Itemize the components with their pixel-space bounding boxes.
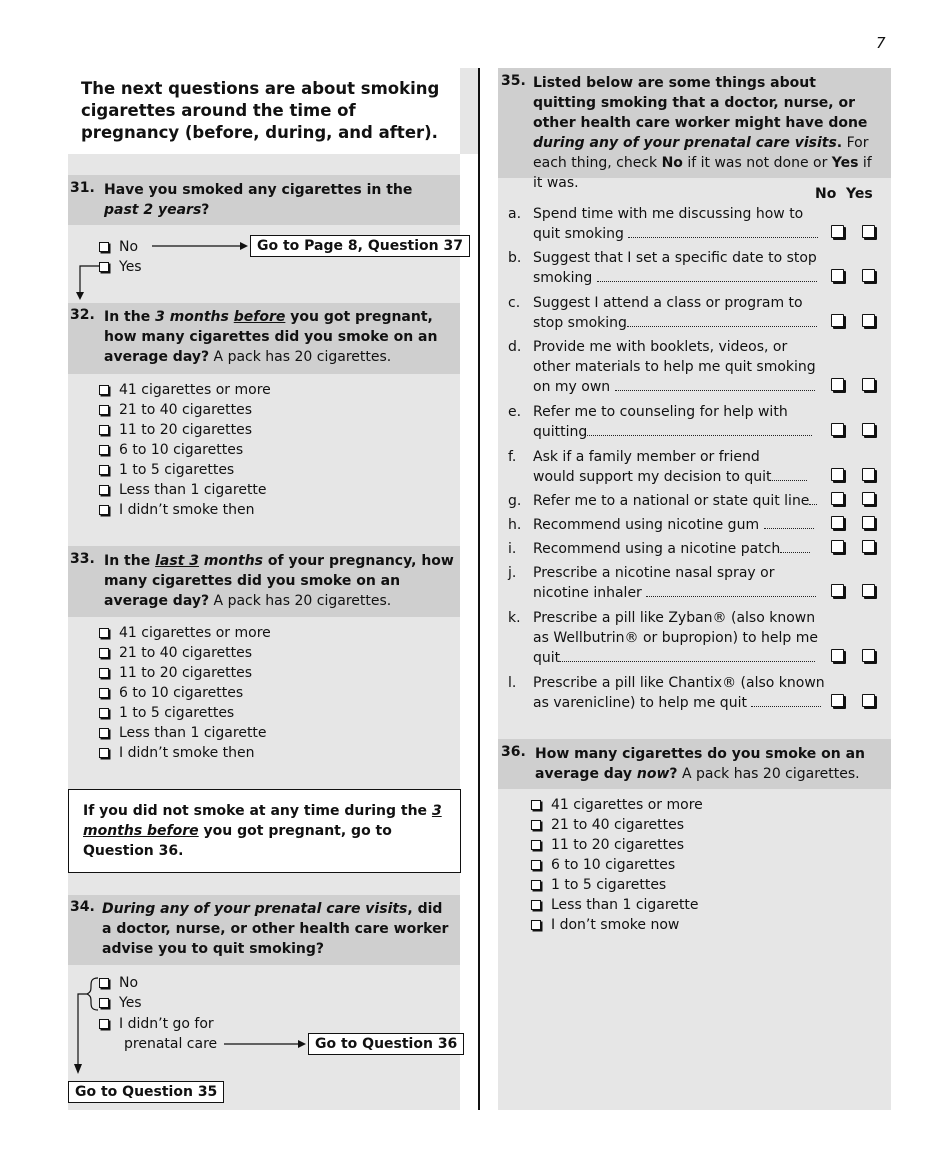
q35-item-d: d. Provide me with booklets, videos, or other materials to help me quit smoking on my own — [508, 337, 873, 397]
yes-checkbox-icon[interactable] — [862, 468, 875, 481]
no-checkbox-icon[interactable] — [831, 423, 844, 436]
q35-item-g: g. Refer me to a national or state quit line — [508, 491, 873, 511]
checkbox-icon[interactable] — [531, 820, 541, 830]
yes-checkbox-icon[interactable] — [862, 516, 875, 529]
q31-option-yes[interactable]: Yes — [99, 257, 142, 277]
checkbox-icon[interactable] — [99, 405, 109, 415]
q35-number: 35. — [501, 73, 526, 89]
q34-option-no-prenatal[interactable]: I didn’t go for — [99, 1014, 214, 1034]
q34-number: 34. — [70, 899, 95, 915]
q36-option[interactable]: 11 to 20 cigarettes — [531, 835, 703, 855]
no-checkbox-icon[interactable] — [831, 649, 844, 662]
no-checkbox-icon[interactable] — [831, 492, 844, 505]
q36-option[interactable]: Less than 1 cigarette — [531, 895, 703, 915]
q35-item-b: b. Suggest that I set a specific date to stop smoking — [508, 248, 873, 288]
q33-option[interactable]: Less than 1 cigarette — [99, 723, 271, 743]
no-checkbox-icon[interactable] — [831, 540, 844, 553]
q36-option[interactable]: 21 to 40 cigarettes — [531, 815, 703, 835]
checkbox-icon[interactable] — [99, 628, 109, 638]
page-number: 7 — [876, 34, 886, 52]
q36-options — [531, 795, 703, 935]
yes-checkbox-icon[interactable] — [862, 423, 875, 436]
yes-checkbox-icon[interactable] — [862, 540, 875, 553]
checkbox-icon[interactable] — [531, 860, 541, 870]
q32-option[interactable]: 6 to 10 cigarettes — [99, 440, 271, 460]
q35-item-f: f. Ask if a family member or friend would support my decision to quit — [508, 447, 873, 487]
q34-goto-36-box: Go to Question 36 — [308, 1033, 464, 1055]
q31-no-arrow-icon — [150, 238, 250, 254]
q36-number: 36. — [501, 744, 526, 760]
q33-question: In the last 3 months of your pregnancy, how many cigarettes did you smoke on an average day? A pack has 20 cigarettes. — [104, 553, 454, 609]
q33-number: 33. — [70, 551, 95, 567]
checkbox-icon[interactable] — [99, 385, 109, 395]
section-intro: The next questions are about smoking cigarettes around the time of pregnancy (before, during, and after). — [81, 79, 440, 142]
q34-option-no-prenatal-cont: prenatal care — [124, 1036, 218, 1052]
checkbox-icon[interactable] — [99, 728, 109, 738]
checkbox-icon[interactable] — [531, 840, 541, 850]
checkbox-icon[interactable] — [531, 800, 541, 810]
q32-option[interactable]: 21 to 40 cigarettes — [99, 400, 271, 420]
q35-item-j: j. Prescribe a nicotine nasal spray or nicotine inhaler — [508, 563, 873, 603]
q31-yes-arrow-icon — [74, 262, 104, 302]
q36-option[interactable]: I don’t smoke now — [531, 915, 703, 935]
no-checkbox-icon[interactable] — [831, 269, 844, 282]
yes-checkbox-icon[interactable] — [862, 378, 875, 391]
q35-item-a: a. Spend time with me discussing how to quit smoking — [508, 204, 873, 244]
q31-question: Have you smoked any cigarettes in the past 2 years? — [104, 182, 413, 218]
yes-checkbox-icon[interactable] — [862, 225, 875, 238]
checkbox-icon[interactable] — [99, 425, 109, 435]
q35-item-k: k. Prescribe a pill like Zyban® (also known as Wellbutrin® or bupropion) to help me quit — [508, 608, 873, 668]
q33-option[interactable]: 6 to 10 cigarettes — [99, 683, 271, 703]
checkbox-icon[interactable] — [531, 900, 541, 910]
checkbox-icon[interactable] — [99, 668, 109, 678]
q35-item-l: l. Prescribe a pill like Chantix® (also known as varenicline) to help me quit — [508, 673, 873, 713]
q36-option[interactable]: 6 to 10 cigarettes — [531, 855, 703, 875]
q32-number: 32. — [70, 307, 95, 323]
q34-goto-35-box: Go to Question 35 — [68, 1081, 224, 1103]
q34-option-yes[interactable]: Yes — [99, 993, 142, 1013]
q33-options — [99, 623, 271, 763]
q33-option[interactable]: 21 to 40 cigarettes — [99, 643, 271, 663]
skip-instruction-box: If you did not smoke at any time during the 3 months before you got pregnant, go to Question 36. — [68, 789, 461, 873]
q32-option[interactable]: I didn’t smoke then — [99, 500, 271, 520]
q31-goto-box: Go to Page 8, Question 37 — [250, 235, 470, 257]
checkbox-icon[interactable] — [99, 242, 109, 252]
no-checkbox-icon[interactable] — [831, 516, 844, 529]
checkbox-icon[interactable] — [99, 688, 109, 698]
no-checkbox-icon[interactable] — [831, 694, 844, 707]
q34-question: During any of your prenatal care visits, did a doctor, nurse, or other health care worker advise you to quit smoking? — [102, 901, 449, 957]
yes-checkbox-icon[interactable] — [862, 269, 875, 282]
yes-checkbox-icon[interactable] — [862, 584, 875, 597]
q32-option[interactable]: 11 to 20 cigarettes — [99, 420, 271, 440]
q36-question: How many cigarettes do you smoke on an average day now? A pack has 20 cigarettes. — [535, 746, 866, 782]
no-checkbox-icon[interactable] — [831, 468, 844, 481]
q35-question: Listed below are some things about quitting smoking that a doctor, nurse, or other health care worker might have done during any of your prenatal care visits. For each thing, check No if it was not done or Yes if it was. — [533, 75, 872, 191]
no-checkbox-icon[interactable] — [831, 378, 844, 391]
q35-item-e: e. Refer me to counseling for help with quitting — [508, 402, 873, 442]
checkbox-icon[interactable] — [99, 708, 109, 718]
no-checkbox-icon[interactable] — [831, 584, 844, 597]
no-checkbox-icon[interactable] — [831, 314, 844, 327]
q32-option[interactable]: 1 to 5 cigarettes — [99, 460, 271, 480]
column-divider — [478, 68, 480, 1110]
yes-checkbox-icon[interactable] — [862, 492, 875, 505]
q32-option[interactable]: Less than 1 cigarette — [99, 480, 271, 500]
q34-option-no[interactable]: No — [99, 973, 138, 993]
q31-option-no[interactable]: No — [99, 237, 138, 257]
q34-brace-arrow-icon — [72, 974, 102, 1078]
checkbox-icon[interactable] — [531, 920, 541, 930]
yes-checkbox-icon[interactable] — [862, 649, 875, 662]
checkbox-icon[interactable] — [99, 748, 109, 758]
checkbox-icon[interactable] — [99, 445, 109, 455]
q34-prenatal-arrow-icon — [222, 1036, 308, 1052]
q33-option[interactable]: 1 to 5 cigarettes — [99, 703, 271, 723]
q32-options — [99, 380, 271, 520]
q31-number: 31. — [70, 180, 95, 196]
q36-option[interactable]: 1 to 5 cigarettes — [531, 875, 703, 895]
left-column-edge — [460, 68, 478, 154]
q32-option[interactable]: 41 cigarettes or more — [99, 380, 271, 400]
checkbox-icon[interactable] — [99, 648, 109, 658]
checkbox-icon[interactable] — [99, 505, 109, 515]
q35-item-h: h. Recommend using nicotine gum — [508, 515, 873, 535]
no-checkbox-icon[interactable] — [831, 225, 844, 238]
q36-option[interactable]: 41 cigarettes or more — [531, 795, 703, 815]
q33-option[interactable]: 11 to 20 cigarettes — [99, 663, 271, 683]
checkbox-icon[interactable] — [99, 485, 109, 495]
q35-item-c: c. Suggest I attend a class or program to stop smoking — [508, 293, 873, 333]
checkbox-icon[interactable] — [531, 880, 541, 890]
yes-checkbox-icon[interactable] — [862, 314, 875, 327]
q35-col-no: No — [815, 186, 837, 202]
q33-option[interactable]: 41 cigarettes or more — [99, 623, 271, 643]
checkbox-icon[interactable] — [99, 465, 109, 475]
q33-option[interactable]: I didn’t smoke then — [99, 743, 271, 763]
q32-question: In the 3 months before you got pregnant, how many cigarettes did you smoke on an average day? A pack has 20 cigarettes. — [104, 309, 438, 365]
q35-item-i: i. Recommend using a nicotine patch — [508, 539, 873, 559]
q35-col-yes: Yes — [846, 186, 873, 202]
yes-checkbox-icon[interactable] — [862, 694, 875, 707]
